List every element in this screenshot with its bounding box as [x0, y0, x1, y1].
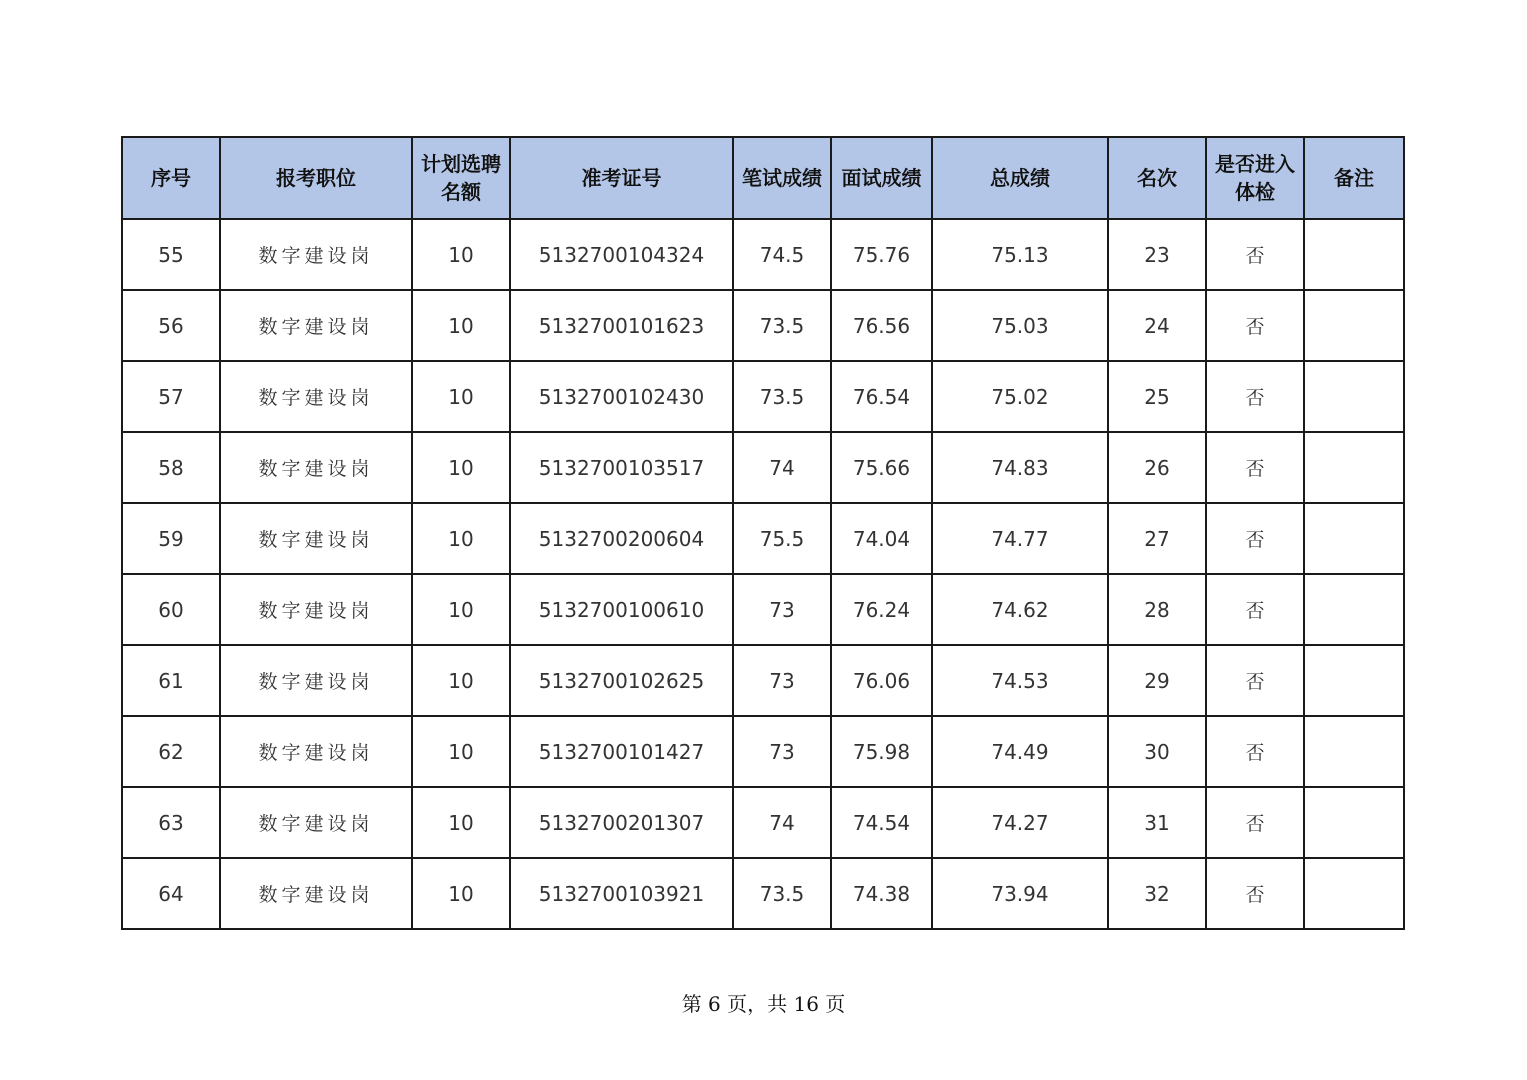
header-physical-line2: 体检 [1235, 180, 1275, 204]
cell-plan: 10 [412, 432, 510, 503]
cell-physical: 否 [1206, 503, 1304, 574]
cell-seq: 63 [122, 787, 220, 858]
header-written: 笔试成绩 [733, 137, 831, 219]
header-plan-line1: 计划选聘 [421, 152, 501, 176]
cell-written: 73.5 [733, 858, 831, 929]
cell-interview: 75.98 [831, 716, 932, 787]
table-row [122, 219, 1404, 290]
cell-exam-no: 5132700101623 [510, 290, 733, 361]
cell-position: 数字建设岗 [220, 574, 412, 645]
cell-total: 74.49 [932, 716, 1108, 787]
cell-exam-no: 5132700100610 [510, 574, 733, 645]
cell-interview: 76.06 [831, 645, 932, 716]
cell-interview: 76.54 [831, 361, 932, 432]
cell-position: 数字建设岗 [220, 787, 412, 858]
cell-written: 73 [733, 574, 831, 645]
cell-remark [1304, 361, 1404, 432]
cell-interview: 74.04 [831, 503, 932, 574]
cell-position: 数字建设岗 [220, 219, 412, 290]
cell-plan: 10 [412, 503, 510, 574]
cell-seq: 56 [122, 290, 220, 361]
results-table [121, 136, 1405, 930]
cell-remark [1304, 219, 1404, 290]
cell-position: 数字建设岗 [220, 290, 412, 361]
cell-position: 数字建设岗 [220, 645, 412, 716]
table-row [122, 432, 1404, 503]
header-position: 报考职位 [220, 137, 412, 219]
cell-written: 73 [733, 645, 831, 716]
cell-total: 74.62 [932, 574, 1108, 645]
cell-total: 74.77 [932, 503, 1108, 574]
cell-physical: 否 [1206, 716, 1304, 787]
cell-seq: 62 [122, 716, 220, 787]
cell-remark [1304, 645, 1404, 716]
cell-total: 74.53 [932, 645, 1108, 716]
cell-plan: 10 [412, 574, 510, 645]
cell-rank: 32 [1108, 858, 1206, 929]
cell-plan: 10 [412, 645, 510, 716]
cell-position: 数字建设岗 [220, 716, 412, 787]
cell-interview: 76.24 [831, 574, 932, 645]
header-rank: 名次 [1108, 137, 1206, 219]
cell-rank: 31 [1108, 787, 1206, 858]
cell-exam-no: 5132700103517 [510, 432, 733, 503]
table-row [122, 290, 1404, 361]
cell-plan: 10 [412, 787, 510, 858]
table-header [122, 137, 1404, 219]
cell-exam-no: 5132700200604 [510, 503, 733, 574]
cell-position: 数字建设岗 [220, 361, 412, 432]
cell-rank: 23 [1108, 219, 1206, 290]
cell-remark [1304, 432, 1404, 503]
cell-remark [1304, 716, 1404, 787]
cell-seq: 59 [122, 503, 220, 574]
page-number: 第 6 页，共 16 页 [681, 992, 846, 1016]
cell-total: 75.02 [932, 361, 1108, 432]
cell-rank: 29 [1108, 645, 1206, 716]
cell-written: 73.5 [733, 290, 831, 361]
header-remark: 备注 [1304, 137, 1404, 219]
table-row [122, 574, 1404, 645]
header-plan-line2: 名额 [441, 180, 481, 204]
cell-interview: 75.66 [831, 432, 932, 503]
cell-physical: 否 [1206, 290, 1304, 361]
header-row [122, 137, 1404, 219]
table-row [122, 716, 1404, 787]
cell-seq: 61 [122, 645, 220, 716]
cell-seq: 55 [122, 219, 220, 290]
cell-remark [1304, 503, 1404, 574]
cell-position: 数字建设岗 [220, 503, 412, 574]
cell-seq: 58 [122, 432, 220, 503]
cell-rank: 30 [1108, 716, 1206, 787]
cell-exam-no: 5132700201307 [510, 787, 733, 858]
cell-written: 74 [733, 432, 831, 503]
cell-rank: 26 [1108, 432, 1206, 503]
cell-rank: 24 [1108, 290, 1206, 361]
cell-physical: 否 [1206, 432, 1304, 503]
header-total: 总成绩 [932, 137, 1108, 219]
table-row [122, 645, 1404, 716]
cell-physical: 否 [1206, 645, 1304, 716]
cell-written: 75.5 [733, 503, 831, 574]
header-exam-no: 准考证号 [510, 137, 733, 219]
table-row [122, 787, 1404, 858]
cell-total: 73.94 [932, 858, 1108, 929]
cell-remark [1304, 787, 1404, 858]
cell-written: 74.5 [733, 219, 831, 290]
cell-seq: 60 [122, 574, 220, 645]
header-physical [1206, 137, 1304, 219]
header-seq: 序号 [122, 137, 220, 219]
cell-plan: 10 [412, 361, 510, 432]
cell-remark [1304, 858, 1404, 929]
cell-rank: 25 [1108, 361, 1206, 432]
cell-total: 74.27 [932, 787, 1108, 858]
header-plan [412, 137, 510, 219]
cell-interview: 74.54 [831, 787, 932, 858]
cell-total: 74.83 [932, 432, 1108, 503]
cell-exam-no: 5132700102430 [510, 361, 733, 432]
cell-written: 74 [733, 787, 831, 858]
cell-physical: 否 [1206, 219, 1304, 290]
cell-physical: 否 [1206, 858, 1304, 929]
cell-exam-no: 5132700103921 [510, 858, 733, 929]
cell-plan: 10 [412, 716, 510, 787]
cell-exam-no: 5132700102625 [510, 645, 733, 716]
cell-plan: 10 [412, 290, 510, 361]
cell-physical: 否 [1206, 574, 1304, 645]
cell-interview: 76.56 [831, 290, 932, 361]
cell-interview: 74.38 [831, 858, 932, 929]
cell-physical: 否 [1206, 787, 1304, 858]
cell-position: 数字建设岗 [220, 432, 412, 503]
cell-exam-no: 5132700104324 [510, 219, 733, 290]
table-body [122, 219, 1404, 929]
cell-rank: 28 [1108, 574, 1206, 645]
cell-rank: 27 [1108, 503, 1206, 574]
cell-interview: 75.76 [831, 219, 932, 290]
cell-remark [1304, 574, 1404, 645]
table-row [122, 361, 1404, 432]
cell-remark [1304, 290, 1404, 361]
header-interview: 面试成绩 [831, 137, 932, 219]
cell-physical: 否 [1206, 361, 1304, 432]
cell-written: 73 [733, 716, 831, 787]
cell-total: 75.13 [932, 219, 1108, 290]
cell-written: 73.5 [733, 361, 831, 432]
table-row [122, 503, 1404, 574]
table-row [122, 858, 1404, 929]
cell-seq: 57 [122, 361, 220, 432]
cell-plan: 10 [412, 858, 510, 929]
cell-plan: 10 [412, 219, 510, 290]
cell-total: 75.03 [932, 290, 1108, 361]
cell-position: 数字建设岗 [220, 858, 412, 929]
header-physical-line1: 是否进入 [1215, 152, 1295, 176]
cell-exam-no: 5132700101427 [510, 716, 733, 787]
cell-seq: 64 [122, 858, 220, 929]
